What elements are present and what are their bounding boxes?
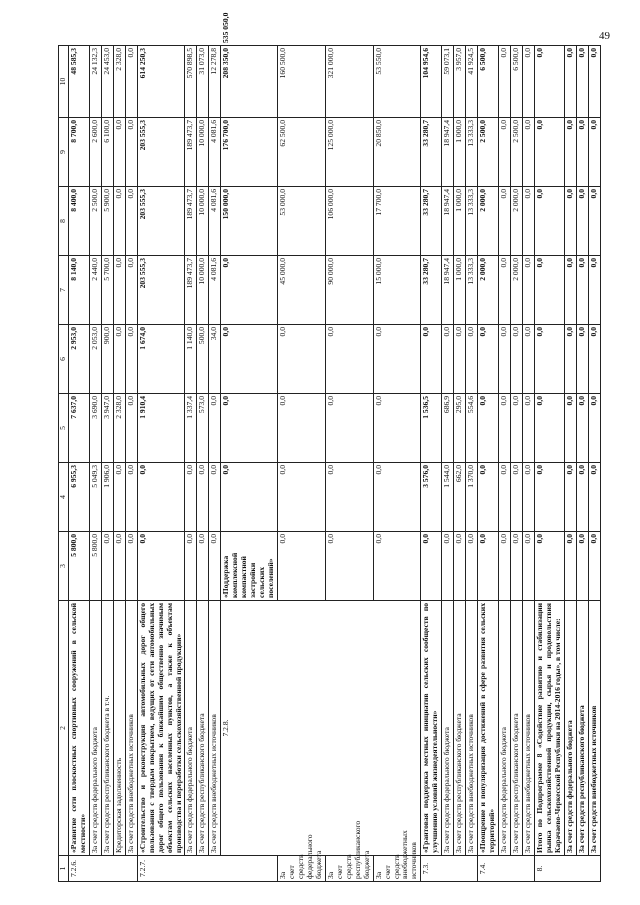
value-cell: 0,0 — [534, 325, 564, 394]
row-description: За счет средств внебюджетных источников — [466, 601, 478, 856]
value-cell: 2 500,0 — [510, 118, 522, 187]
value-cell: 18 947,4 — [442, 187, 454, 256]
value-cell: 203 555,3 — [137, 256, 185, 325]
row-description: За счет средств внебюджетных источников — [209, 601, 221, 856]
column-header-6: 6 — [59, 325, 69, 394]
value-cell: 0,0 — [499, 187, 511, 256]
value-cell: 2 000,0 — [478, 256, 499, 325]
value-cell: 0,0 — [499, 463, 511, 532]
value-cell: 2 053,0 — [89, 325, 101, 394]
value-cell: 0,0 — [325, 463, 373, 532]
column-header-7: 7 — [59, 256, 69, 325]
value-cell: 33 280,7 — [421, 118, 442, 187]
budget-table — [58, 12, 601, 882]
value-cell: 8 400,0 — [69, 187, 90, 256]
value-cell: 1 536,5 — [421, 394, 442, 463]
value-cell: 0,0 — [185, 532, 197, 601]
value-cell: 5 049,3 — [89, 463, 101, 532]
rotated-table-container — [58, 12, 611, 882]
value-cell: 0,0 — [588, 532, 600, 601]
value-cell: 0,0 — [522, 187, 534, 256]
value-cell: 0,0 — [454, 325, 466, 394]
table-row — [510, 46, 522, 882]
value-cell: 203 555,3 — [137, 118, 185, 187]
value-cell: 0,0 — [576, 532, 588, 601]
row-description: За счет средств внебюджетных источников — [522, 601, 534, 856]
value-cell: 0,0 — [113, 118, 125, 187]
value-cell: 0,0 — [373, 532, 421, 601]
value-cell: 2 600,0 — [89, 118, 101, 187]
value-cell: 0,0 — [325, 325, 373, 394]
column-header-1: 1 — [59, 856, 69, 882]
table-row — [101, 46, 113, 882]
value-cell: 3 957,0 — [454, 46, 466, 118]
table-row — [454, 46, 466, 882]
value-cell: 900,0 — [101, 325, 113, 394]
value-cell: 0,0 — [113, 463, 125, 532]
column-header-8: 8 — [59, 187, 69, 256]
value-cell: 13 333,3 — [466, 256, 478, 325]
row-description: Кредиторская задолженность — [113, 601, 125, 856]
value-cell: 6 500,0 — [478, 46, 499, 118]
value-cell: 0,0 — [564, 394, 576, 463]
row-description: «Строительство и реконструкция автомобильных дорог общего пользования с твердым покрытием, ведущих от сети автомобильных дорог общего пользования к ближайшим общественно значимым объектам сельских населенных пунктов, а также к объектам производства и переработки сельскохозяйственной продукции» — [137, 601, 185, 856]
table-row — [113, 46, 125, 882]
value-cell: 3 947,0 — [101, 394, 113, 463]
value-cell: 1 140,0 — [185, 325, 197, 394]
value-cell: 0,0 — [576, 46, 588, 118]
row-description: За счет средств федерального бюджета — [278, 856, 326, 882]
value-cell: 0,0 — [534, 256, 564, 325]
value-cell: 0,0 — [534, 118, 564, 187]
value-cell: 0,0 — [478, 325, 499, 394]
value-cell: 1 906,0 — [101, 463, 113, 532]
value-cell: 0,0 — [522, 394, 534, 463]
value-cell: 686,9 — [442, 394, 454, 463]
value-cell: 0,0 — [564, 46, 576, 118]
value-cell: 0,0 — [522, 532, 534, 601]
value-cell: 0,0 — [221, 394, 278, 463]
value-cell: 1 370,0 — [466, 463, 478, 532]
value-cell: 33 280,7 — [421, 187, 442, 256]
table-row — [588, 46, 600, 882]
value-cell: 13 333,3 — [466, 118, 478, 187]
value-cell: 208 350,0 — [221, 46, 278, 118]
value-cell: 0,0 — [137, 463, 185, 532]
value-cell: 0,0 — [278, 463, 326, 532]
value-cell: 0,0 — [576, 325, 588, 394]
value-cell: 2 440,0 — [89, 256, 101, 325]
value-cell: 8 700,0 — [69, 118, 90, 187]
column-header-4: 4 — [59, 463, 69, 532]
value-cell: 0,0 — [499, 118, 511, 187]
value-cell: 0,0 — [125, 256, 137, 325]
value-cell: 2 328,0 — [113, 46, 125, 118]
row-description: Итого по Подпрограмме 8 «Содействие развитию и стабилизации рынка сельскохозяйственной продукции, сырья и продовольствия Карачаево-Черкесской Республики на 2014-2016 годы», в том числе: — [534, 601, 564, 856]
value-cell: 0,0 — [197, 532, 209, 601]
value-cell: 5 800,0 — [89, 532, 101, 601]
value-cell: 0,0 — [576, 118, 588, 187]
value-cell: 0,0 — [522, 118, 534, 187]
value-cell: 18 947,4 — [442, 118, 454, 187]
value-cell: 295,0 — [454, 394, 466, 463]
value-cell: 0,0 — [564, 532, 576, 601]
row-description: За счет средств республиканского бюджета в т.ч. — [101, 601, 113, 856]
table-body — [69, 12, 601, 882]
row-description: «Грантовая поддержка местных инициатив сельских сообществ по улучшению условий жизнедеятельности» — [421, 601, 442, 856]
value-cell: 0,0 — [499, 256, 511, 325]
value-cell: 0,0 — [478, 394, 499, 463]
value-cell: 24 453,0 — [101, 46, 113, 118]
value-cell: 203 555,3 — [137, 187, 185, 256]
row-code: 7.2.7. — [137, 856, 277, 882]
value-cell: 160 500,0 — [278, 46, 326, 118]
value-cell: 8 140,0 — [69, 256, 90, 325]
value-cell: 0,0 — [221, 256, 278, 325]
row-description: За счет средств республиканского бюджета — [510, 601, 522, 856]
value-cell: 6 955,3 — [69, 463, 90, 532]
value-cell: 12 278,8 — [209, 46, 221, 118]
value-cell: 0,0 — [113, 256, 125, 325]
value-cell: 0,0 — [113, 187, 125, 256]
value-cell: 662,0 — [454, 463, 466, 532]
value-cell: 31 073,0 — [197, 46, 209, 118]
value-cell: 90 000,0 — [325, 256, 373, 325]
value-cell: 15 000,0 — [373, 256, 421, 325]
value-cell: 1 544,0 — [442, 463, 454, 532]
value-cell: 10 000,0 — [197, 256, 209, 325]
value-cell: 62 500,0 — [278, 118, 326, 187]
value-cell: 0,0 — [221, 325, 278, 394]
value-cell: 0,0 — [373, 394, 421, 463]
value-cell: 0,0 — [576, 394, 588, 463]
value-cell: 0,0 — [499, 394, 511, 463]
row-code: 8. — [534, 856, 600, 882]
value-cell: 1 674,0 — [137, 325, 185, 394]
row-description: «Поощрение и популяризация достижений в сфере развития сельских территорий» — [478, 601, 499, 856]
value-cell: 0,0 — [209, 532, 221, 601]
value-cell: 0,0 — [510, 325, 522, 394]
value-cell: 2 500,0 — [89, 187, 101, 256]
value-cell: 0,0 — [576, 256, 588, 325]
value-cell: 0,0 — [588, 256, 600, 325]
row-code: 7.2.8. — [221, 601, 421, 856]
row-code: 7.4. — [478, 856, 535, 882]
row-description: За счет средств республиканского бюджета — [454, 601, 466, 856]
value-cell: 0,0 — [466, 532, 478, 601]
value-cell: 0,0 — [442, 532, 454, 601]
value-cell: 45 000,0 — [278, 256, 326, 325]
value-cell: 4 081,6 — [209, 118, 221, 187]
value-cell: 5 900,0 — [101, 187, 113, 256]
table-row — [125, 46, 137, 882]
row-description: За счет средств федерального бюджета — [564, 601, 576, 856]
value-cell: 4 081,6 — [209, 187, 221, 256]
value-cell: 0,0 — [137, 532, 185, 601]
value-cell: 0,0 — [125, 118, 137, 187]
value-cell: 0,0 — [499, 532, 511, 601]
table-row — [478, 46, 499, 882]
value-cell: 0,0 — [576, 187, 588, 256]
header-row — [59, 46, 69, 882]
table-row — [522, 46, 534, 882]
value-cell: 570 898,5 — [185, 46, 197, 118]
page-number: 49 — [599, 30, 610, 42]
value-cell: 0,0 — [421, 532, 442, 601]
value-cell: 0,0 — [101, 532, 113, 601]
value-cell: 0,0 — [522, 46, 534, 118]
value-cell: 10 000,0 — [197, 187, 209, 256]
value-cell: 189 473,7 — [185, 118, 197, 187]
value-cell: 2 000,0 — [478, 187, 499, 256]
value-cell: 0,0 — [588, 463, 600, 532]
value-cell: 1 000,0 — [454, 187, 466, 256]
value-cell: 0,0 — [421, 325, 442, 394]
value-cell: 0,0 — [125, 394, 137, 463]
value-cell: 0,0 — [454, 532, 466, 601]
value-cell: 2 500,0 — [478, 118, 499, 187]
value-cell: 0,0 — [564, 187, 576, 256]
table-row — [499, 46, 511, 882]
table-row — [69, 46, 90, 882]
value-cell: 189 473,7 — [185, 256, 197, 325]
value-cell: 0,0 — [534, 46, 564, 118]
row-description: За счет средств республиканского бюджета — [576, 601, 588, 856]
row-description: За счет средств федерального бюджета — [499, 601, 511, 856]
value-cell: 0,0 — [588, 325, 600, 394]
value-cell: 125 000,0 — [325, 118, 373, 187]
value-cell: 2 000,0 — [510, 187, 522, 256]
value-cell: 0,0 — [125, 532, 137, 601]
value-cell: 1 000,0 — [454, 118, 466, 187]
row-description: За счет средств федерального бюджета — [442, 601, 454, 856]
value-cell: 6 100,0 — [101, 118, 113, 187]
value-cell: 2 000,0 — [510, 256, 522, 325]
value-cell: 0,0 — [373, 325, 421, 394]
value-cell: 0,0 — [478, 532, 499, 601]
value-cell: 106 000,0 — [325, 187, 373, 256]
value-cell: 0,0 — [442, 325, 454, 394]
value-cell: 500,0 — [197, 325, 209, 394]
value-cell: 0,0 — [522, 325, 534, 394]
value-cell: 5 800,0 — [69, 532, 90, 601]
table-row — [534, 46, 564, 882]
value-cell: 5 700,0 — [101, 256, 113, 325]
table-row — [576, 46, 588, 882]
value-cell: 34,0 — [209, 325, 221, 394]
table-row — [442, 46, 454, 882]
value-cell: 7 637,0 — [69, 394, 90, 463]
table-row — [564, 46, 576, 882]
table-row — [421, 46, 442, 882]
column-header-2: 2 — [59, 601, 69, 856]
value-cell: 0,0 — [522, 256, 534, 325]
table-row — [209, 46, 221, 882]
value-cell: 0,0 — [325, 532, 373, 601]
value-cell: 4 081,6 — [209, 256, 221, 325]
value-cell: 0,0 — [125, 46, 137, 118]
value-cell: 0,0 — [113, 325, 125, 394]
value-cell: 0,0 — [510, 394, 522, 463]
value-cell: 0,0 — [499, 46, 511, 118]
row-description: За счет средств республиканского бюджета — [325, 856, 373, 882]
value-cell: 0,0 — [325, 394, 373, 463]
value-cell: 0,0 — [510, 532, 522, 601]
row-description: За счет средств внебюджетных источников — [373, 856, 421, 882]
row-code: 7.3. — [421, 856, 478, 882]
table-row — [137, 46, 185, 882]
value-cell: 24 132,3 — [89, 46, 101, 118]
table-row — [185, 46, 197, 882]
value-cell: 0,0 — [278, 325, 326, 394]
row-description: За счет средств внебюджетных источников — [588, 601, 600, 856]
row-description: «Поддержка комплексной компактной застройки сельских поселений» — [221, 532, 278, 601]
value-cell: 0,0 — [534, 187, 564, 256]
table-row — [466, 46, 478, 882]
value-cell: 0,0 — [221, 463, 278, 532]
value-cell: 0,0 — [510, 463, 522, 532]
value-cell: 33 280,7 — [421, 256, 442, 325]
value-cell: 53 000,0 — [278, 187, 326, 256]
row-description: За счет средств республиканского бюджета — [197, 601, 209, 856]
value-cell: 10 000,0 — [197, 118, 209, 187]
column-header-5: 5 — [59, 394, 69, 463]
value-cell: 0,0 — [588, 187, 600, 256]
value-cell: 3 576,0 — [421, 463, 442, 532]
row-description: За счет средств федерального бюджета — [89, 601, 101, 856]
value-cell: 0,0 — [478, 463, 499, 532]
row-description: «Развитие сети плоскостных спортивных сооружений в сельской местности» — [69, 601, 90, 856]
table-row: 7.2.8. «Поддержка комплексной компактной застройки сельских поселений» 0,0 0,0 0,0 0,0 150 000,0 176 700,0 208 350,0 535 050,0 — [221, 46, 278, 882]
value-cell: 13 333,3 — [466, 187, 478, 256]
column-header-10: 10 — [59, 46, 69, 118]
value-cell: 1 337,4 — [185, 394, 197, 463]
value-cell: 614 250,3 — [137, 46, 185, 118]
value-cell: 0,0 — [278, 394, 326, 463]
value-cell: 0,0 — [588, 394, 600, 463]
value-cell: 176 700,0 — [221, 118, 278, 187]
value-cell: 0,0 — [373, 463, 421, 532]
value-cell: 0,0 — [576, 463, 588, 532]
value-cell: 6 500,0 — [510, 46, 522, 118]
value-cell: 321 000,0 — [325, 46, 373, 118]
value-cell: 0,0 — [125, 325, 137, 394]
value-cell: 0,0 — [209, 463, 221, 532]
value-cell: 2 328,0 — [113, 394, 125, 463]
value-cell: 573,0 — [197, 394, 209, 463]
value-cell: 0,0 — [466, 325, 478, 394]
column-header-9: 9 — [59, 118, 69, 187]
value-cell: 0,0 — [564, 256, 576, 325]
value-cell: 3 690,0 — [89, 394, 101, 463]
value-cell: 0,0 — [564, 118, 576, 187]
value-cell: 53 550,0 — [373, 46, 421, 118]
value-cell: 48 585,3 — [69, 46, 90, 118]
value-cell: 0,0 — [125, 187, 137, 256]
value-cell: 0,0 — [185, 463, 197, 532]
value-cell: 0,0 — [534, 463, 564, 532]
value-cell: 0,0 — [564, 463, 576, 532]
value-cell: 0,0 — [209, 394, 221, 463]
value-cell: 104 954,6 — [421, 46, 442, 118]
value-cell: 0,0 — [125, 463, 137, 532]
column-header-3: 3 — [59, 532, 69, 601]
value-cell: 41 924,5 — [466, 46, 478, 118]
row-description: За счет средств внебюджетных источников — [125, 601, 137, 856]
value-cell: 0,0 — [564, 325, 576, 394]
rotated-page — [58, 12, 611, 882]
value-cell: 150 000,0 — [221, 187, 278, 256]
value-cell: 2 953,0 — [69, 325, 90, 394]
value-cell: 20 850,0 — [373, 118, 421, 187]
value-cell: 189 473,7 — [185, 187, 197, 256]
value-cell: 0,0 — [534, 394, 564, 463]
value-cell: 1 910,4 — [137, 394, 185, 463]
value-cell: 18 947,4 — [442, 256, 454, 325]
table-row — [197, 46, 209, 882]
row-code: 7.2.6. — [69, 856, 138, 882]
value-cell: 0,0 — [278, 532, 326, 601]
value-cell: 0,0 — [588, 46, 600, 118]
value-cell: 0,0 — [113, 532, 125, 601]
value-cell: 59 073,1 — [442, 46, 454, 118]
value-cell: 0,0 — [522, 463, 534, 532]
row-description: За счет средств федерального бюджета — [185, 601, 197, 856]
value-cell: 0,0 — [534, 532, 564, 601]
value-cell: 0,0 — [588, 118, 600, 187]
value-cell: 1 000,0 — [454, 256, 466, 325]
value-cell: 17 700,0 — [373, 187, 421, 256]
value-cell: 554,6 — [466, 394, 478, 463]
value-cell: 0,0 — [499, 325, 511, 394]
table-row — [89, 46, 101, 882]
value-cell: 0,0 — [197, 463, 209, 532]
